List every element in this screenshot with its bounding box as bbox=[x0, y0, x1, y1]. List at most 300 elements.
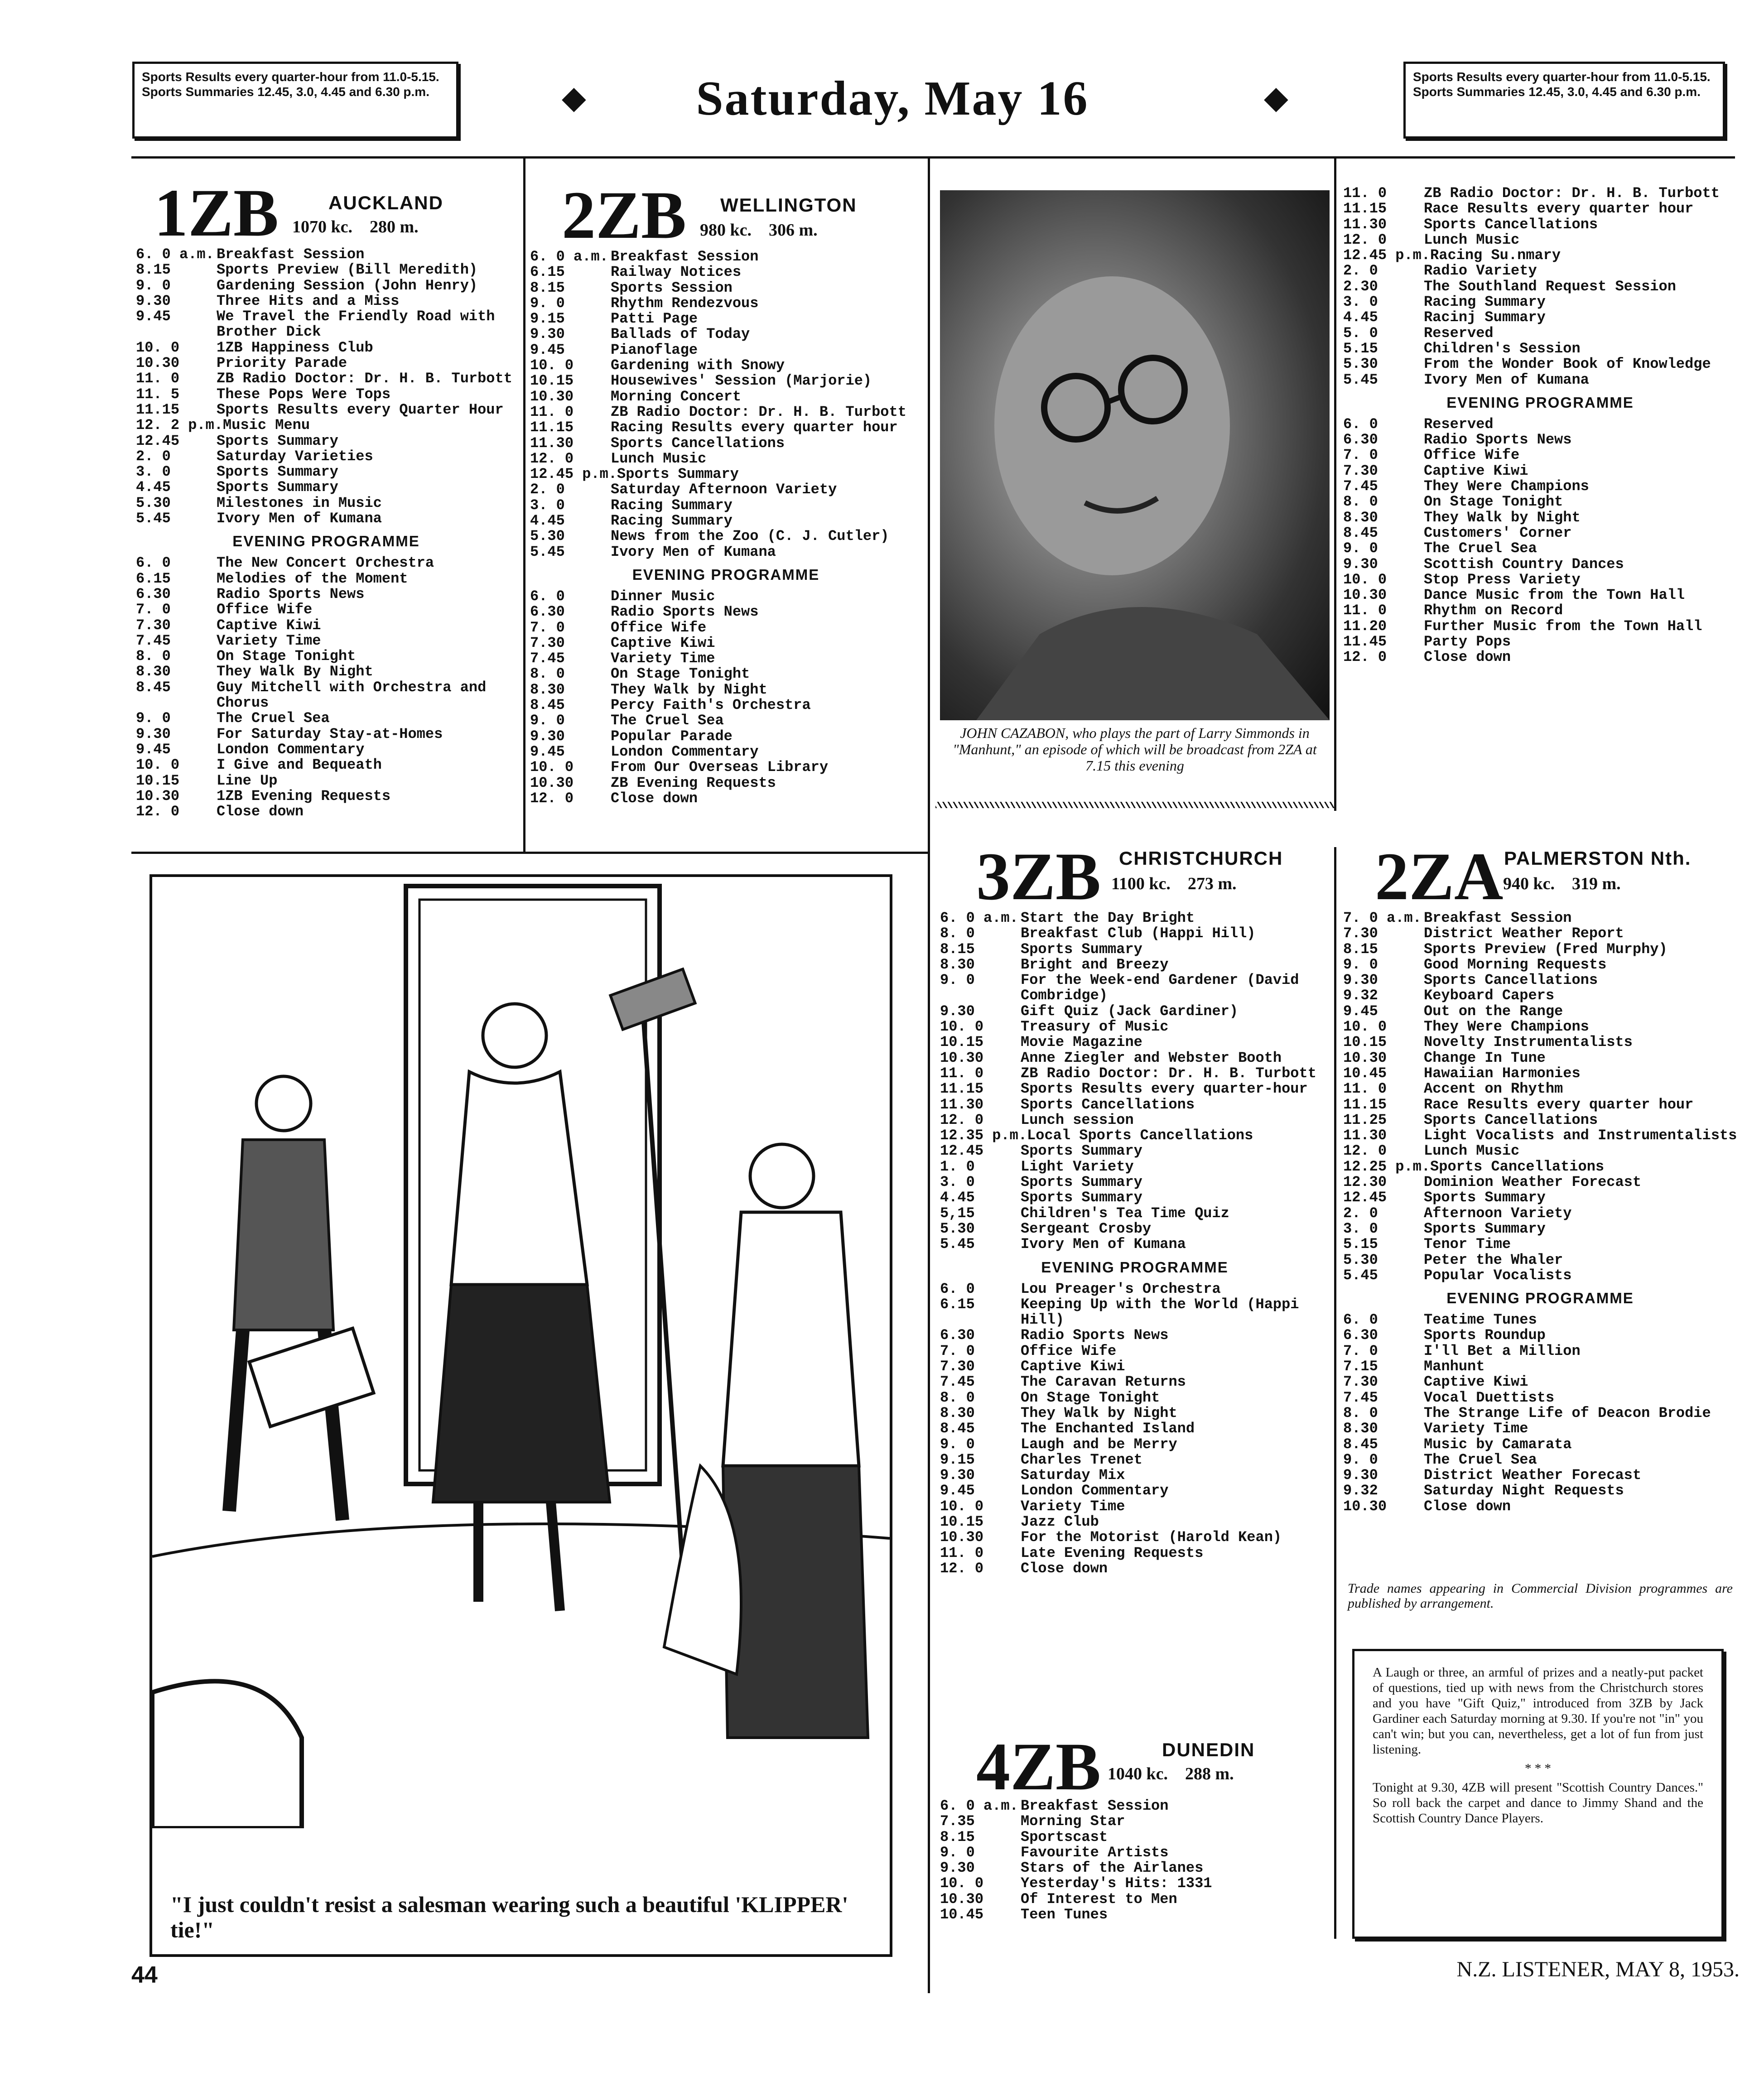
schedule-time: 3. 0 bbox=[1343, 294, 1378, 311]
schedule-row bbox=[940, 1206, 1330, 1221]
schedule-time: 12. 0 bbox=[940, 1560, 984, 1577]
callsign: 2ZB bbox=[562, 178, 687, 253]
schedule-row bbox=[940, 1468, 1330, 1483]
schedule-time: 1. 0 bbox=[940, 1158, 975, 1175]
schedule-row bbox=[1343, 1344, 1737, 1359]
schedule-programme: The Strange Life of Deacon Brodie bbox=[1424, 1404, 1711, 1421]
schedule-row bbox=[1343, 525, 1737, 541]
schedule-row bbox=[940, 1814, 1330, 1829]
schedule-row bbox=[530, 280, 922, 296]
schedule-row bbox=[940, 1907, 1330, 1922]
schedule-programme: The Cruel Sea bbox=[611, 712, 724, 729]
schedule-time: 8. 0 bbox=[940, 1389, 975, 1406]
schedule-row bbox=[1343, 1390, 1737, 1406]
schedule-row bbox=[1343, 588, 1737, 603]
schedule-programme: Sports Summary bbox=[1021, 1142, 1142, 1160]
schedule-programme: Change In Tune bbox=[1424, 1049, 1546, 1066]
schedule-programme: Children's Session bbox=[1424, 340, 1581, 357]
header-rule bbox=[131, 156, 1735, 159]
schedule-row bbox=[940, 1190, 1330, 1205]
schedule-row bbox=[1343, 479, 1737, 494]
schedule-programme: Variety Time bbox=[611, 650, 715, 667]
schedule-programme: Reserved bbox=[1424, 324, 1494, 342]
station-frequency: 1070 kc. 280 m. bbox=[292, 217, 419, 236]
schedule-programme: 1ZB Evening Requests bbox=[217, 787, 391, 805]
schedule-programme: They Were Champions bbox=[1424, 478, 1589, 495]
schedule-row bbox=[1343, 263, 1737, 279]
schedule-programme: I'll Bet a Million bbox=[1424, 1342, 1581, 1359]
schedule-row bbox=[136, 480, 516, 495]
schedule-time: 10.30 bbox=[1343, 1498, 1387, 1515]
schedule-programme: Saturday Night Requests bbox=[1424, 1482, 1624, 1499]
schedule-time: 7. 0 bbox=[136, 601, 171, 618]
schedule-time: 10.30 bbox=[940, 1890, 984, 1908]
schedule-programme: Lunch Music bbox=[611, 450, 707, 467]
schedule-programme: Afternoon Variety bbox=[1424, 1204, 1572, 1222]
schedule-programme: Office Wife bbox=[1424, 447, 1520, 464]
schedule-row bbox=[1343, 1128, 1737, 1143]
schedule-time: 9.45 bbox=[136, 308, 171, 325]
schedule-programme: Jazz Club bbox=[1021, 1513, 1099, 1530]
schedule-programme: For Saturday Stay-at-Homes bbox=[217, 725, 443, 742]
schedule-row bbox=[530, 698, 922, 713]
schedule-row bbox=[940, 1050, 1330, 1066]
schedule-row bbox=[136, 371, 516, 386]
sports-note-left bbox=[132, 62, 458, 139]
schedule-programme: Line Up bbox=[217, 772, 278, 789]
schedule-row bbox=[1343, 279, 1737, 294]
schedule-time: 12. 0 bbox=[1343, 1142, 1387, 1160]
schedule-row bbox=[1343, 186, 1737, 201]
schedule-row bbox=[1343, 1452, 1737, 1468]
schedule-row bbox=[136, 294, 516, 309]
schedule-row bbox=[530, 498, 922, 513]
schedule-row bbox=[136, 262, 516, 278]
schedule-time: 10. 0 bbox=[530, 759, 574, 776]
schedule-row bbox=[1343, 448, 1737, 463]
schedule-row bbox=[530, 760, 922, 775]
schedule-row bbox=[136, 356, 516, 371]
schedule-row bbox=[940, 1437, 1330, 1452]
schedule-time: 10.15 bbox=[1343, 1034, 1387, 1051]
schedule-time: 11.30 bbox=[1343, 216, 1387, 233]
schedule-time: 10.30 bbox=[1343, 587, 1387, 604]
schedule-programme: Reserved bbox=[1424, 415, 1494, 433]
schedule-time: 11.15 bbox=[136, 401, 180, 418]
schedule-time: 10. 0 bbox=[136, 339, 180, 356]
schedule-time: 10. 0 bbox=[940, 1875, 984, 1892]
schedule-programme: Close down bbox=[1424, 1498, 1511, 1515]
schedule-row bbox=[1343, 557, 1737, 572]
schedule-row bbox=[136, 649, 516, 664]
schedule-row bbox=[1343, 603, 1737, 618]
schedule-programme: Sports Summary bbox=[1424, 1220, 1546, 1237]
schedule-programme: Close down bbox=[217, 803, 304, 820]
schedule-time: 6. 0 a.m. bbox=[940, 1797, 1018, 1814]
schedule-programme: They Walk by Night bbox=[1021, 1404, 1177, 1421]
schedule-time: 12. 0 bbox=[530, 790, 574, 807]
schedule-time: 9. 0 bbox=[1343, 540, 1378, 557]
schedule-row bbox=[530, 620, 922, 636]
schedule-programme: Popular Vocalists bbox=[1424, 1267, 1572, 1284]
schedule-row bbox=[1343, 1328, 1737, 1343]
schedule-row bbox=[940, 1019, 1330, 1035]
schedule-time: 7.35 bbox=[940, 1813, 975, 1830]
schedule-programme: Sports Summary bbox=[217, 479, 338, 496]
schedule-row bbox=[1343, 294, 1737, 310]
schedule-programme: Good Morning Requests bbox=[1424, 956, 1607, 973]
schedule-programme: Stars of the Airlanes bbox=[1021, 1860, 1204, 1877]
schedule-programme: Variety Time bbox=[1021, 1498, 1125, 1515]
schedule-row bbox=[940, 1128, 1330, 1143]
schedule-programme: On Stage Tonight bbox=[611, 665, 750, 683]
schedule-row bbox=[530, 373, 922, 389]
schedule-programme: I Give and Bequeath bbox=[217, 756, 382, 774]
portrait-face-icon bbox=[940, 190, 1330, 720]
schedule-programme: Tenor Time bbox=[1424, 1236, 1511, 1253]
diamond-right-icon: ◆ bbox=[1264, 80, 1288, 115]
schedule-programme: Out on the Range bbox=[1424, 1002, 1563, 1020]
schedule-time: 8. 0 bbox=[1343, 1404, 1378, 1421]
schedule-row bbox=[1343, 1237, 1737, 1252]
schedule-time: 5.45 bbox=[530, 543, 565, 560]
schedule-time: 7.45 bbox=[1343, 478, 1378, 495]
issue-line: N.Z. LISTENER, MAY 8, 1953. bbox=[1456, 1957, 1740, 1981]
schedule-row bbox=[530, 713, 922, 728]
schedule-programme: Breakfast Session bbox=[217, 246, 365, 263]
schedule-row bbox=[136, 789, 516, 804]
schedule-programme: 1ZB Happiness Club bbox=[217, 339, 373, 356]
schedule-time: 9.15 bbox=[530, 310, 565, 328]
schedule-programme: Gift Quiz (Jack Gardiner) bbox=[1021, 1002, 1239, 1020]
schedule-programme: Vocal Duettists bbox=[1424, 1389, 1555, 1406]
schedule-time: 7.15 bbox=[1343, 1358, 1378, 1375]
schedule-time: 9.45 bbox=[530, 341, 565, 358]
schedule-time: 7. 0 bbox=[940, 1342, 975, 1359]
schedule-programme: Ivory Men of Kumana bbox=[611, 543, 776, 560]
schedule-time: 10.15 bbox=[940, 1513, 984, 1530]
schedule-row bbox=[1343, 1359, 1737, 1374]
schedule-time: 4.45 bbox=[940, 1189, 975, 1206]
schedule-programme: Saturday Mix bbox=[1021, 1467, 1125, 1484]
schedule-programme: On Stage Tonight bbox=[217, 648, 356, 665]
schedule-time: 10. 0 bbox=[1343, 571, 1387, 588]
schedule-row bbox=[530, 265, 922, 280]
station-frequency: 980 kc. 306 m. bbox=[700, 221, 818, 240]
schedule-row bbox=[136, 387, 516, 402]
schedule-row bbox=[940, 1297, 1330, 1328]
schedule-row bbox=[136, 602, 516, 617]
schedule-time: 6. 0 bbox=[1343, 415, 1378, 433]
schedule-programme: Light Vocalists and Instrumentalists bbox=[1424, 1127, 1737, 1144]
schedule-programme: Sports Preview (Fred Murphy) bbox=[1424, 940, 1668, 958]
schedule-time: 11.25 bbox=[1343, 1111, 1387, 1128]
promo-separator: * * * bbox=[1525, 1761, 1551, 1776]
evening-list bbox=[940, 1282, 1330, 1577]
schedule-time: 7.45 bbox=[136, 632, 171, 649]
cartoon-panel bbox=[149, 874, 892, 1957]
schedule-programme: Laugh and be Merry bbox=[1021, 1436, 1177, 1453]
schedule-programme: Racing Summary bbox=[1424, 294, 1546, 311]
schedule-row bbox=[940, 1221, 1330, 1237]
schedule-programme: Morning Concert bbox=[611, 388, 742, 405]
schedule-time: 11.20 bbox=[1343, 617, 1387, 635]
station-frequency: 940 kc. 319 m. bbox=[1503, 874, 1621, 893]
schedule-programme: Teatime Tunes bbox=[1424, 1311, 1537, 1329]
schedule-programme: Sports Session bbox=[611, 279, 733, 296]
schedule-row bbox=[940, 1175, 1330, 1190]
schedule-programme: Captive Kiwi bbox=[217, 617, 321, 634]
schedule-time: 4.45 bbox=[530, 512, 565, 530]
schedule-list bbox=[530, 249, 922, 560]
schedule-row bbox=[940, 1892, 1330, 1907]
schedule-programme: ZB Evening Requests bbox=[611, 774, 776, 791]
schedule-time: 8.30 bbox=[940, 1404, 975, 1421]
schedule-programme: On Stage Tonight bbox=[1424, 493, 1563, 511]
schedule-time: 3. 0 bbox=[1343, 1220, 1378, 1237]
schedule-row bbox=[940, 1159, 1330, 1175]
schedule-row bbox=[1343, 201, 1737, 217]
schedule-row bbox=[136, 742, 516, 757]
schedule-programme: Sports Summary bbox=[217, 463, 338, 481]
station-frequency: 1100 kc. 273 m. bbox=[1111, 874, 1237, 893]
schedule-time: 11. 0 bbox=[940, 1065, 984, 1082]
schedule-row bbox=[940, 1876, 1330, 1891]
schedule-time: 5. 0 bbox=[1343, 324, 1378, 342]
schedule-programme: Close down bbox=[1424, 649, 1511, 666]
schedule-time: 8.30 bbox=[940, 956, 975, 973]
schedule-time: 9.45 bbox=[530, 743, 565, 760]
schedule-row bbox=[1343, 1437, 1737, 1452]
schedule-time: 9. 0 bbox=[940, 1844, 975, 1861]
schedule-programme: Rhythm Rendezvous bbox=[611, 294, 759, 312]
schedule-programme: Gardening with Snowy bbox=[611, 357, 785, 374]
schedule-time: 5.15 bbox=[1343, 340, 1378, 357]
schedule-programme: Ballads of Today bbox=[611, 326, 750, 343]
schedule-row bbox=[940, 1097, 1330, 1113]
schedule-time: 7. 0 bbox=[1343, 447, 1378, 464]
schedule-programme: Of Interest to Men bbox=[1021, 1890, 1177, 1908]
schedule-row bbox=[136, 633, 516, 649]
schedule-programme: Breakfast Club (Happi Hill) bbox=[1021, 925, 1256, 942]
schedule-programme: Saturday Varieties bbox=[217, 448, 373, 465]
schedule-row bbox=[940, 1406, 1330, 1421]
schedule-time: 11. 0 bbox=[1343, 1080, 1387, 1098]
schedule-time: 12.45 bbox=[940, 1142, 984, 1160]
schedule-row bbox=[136, 587, 516, 602]
schedule-programme: For the Week-end Gardener (David Combridge) bbox=[1021, 972, 1299, 1004]
schedule-programme: Race Results every quarter hour bbox=[1424, 1096, 1694, 1113]
schedule-row bbox=[940, 1035, 1330, 1050]
schedule-time: 12.45 bbox=[136, 432, 180, 449]
schedule-programme: Racing Su.nmary bbox=[1430, 247, 1561, 264]
schedule-programme: Sports Summary bbox=[1021, 1174, 1142, 1191]
schedule-row bbox=[1343, 988, 1737, 1003]
schedule-row bbox=[530, 729, 922, 744]
schedule-programme: Lunch session bbox=[1021, 1111, 1134, 1128]
schedule-time: 7.30 bbox=[1343, 1373, 1378, 1391]
schedule-time: 12.35 p.m. bbox=[940, 1127, 1027, 1144]
schedule-row bbox=[1343, 973, 1737, 988]
schedule-row bbox=[940, 1845, 1330, 1860]
evening-list bbox=[1343, 1312, 1737, 1514]
schedule-row bbox=[1343, 1312, 1737, 1328]
schedule-row bbox=[530, 436, 922, 451]
schedule-time: 12. 0 bbox=[136, 803, 180, 820]
schedule-time: 10.30 bbox=[136, 787, 180, 805]
schedule-row bbox=[940, 1344, 1330, 1359]
schedule-time: 5.30 bbox=[530, 528, 565, 545]
schedule-time: 6. 0 bbox=[530, 588, 565, 605]
schedule-time: 8.15 bbox=[940, 1828, 975, 1845]
schedule-time: 9. 0 bbox=[530, 712, 565, 729]
schedule-programme: The Cruel Sea bbox=[1424, 1451, 1537, 1468]
schedule-programme: They Walk By Night bbox=[217, 663, 373, 680]
schedule-row bbox=[1343, 1035, 1737, 1050]
schedule-programme: Sports Summary bbox=[617, 466, 739, 483]
schedule-time: 8.15 bbox=[136, 261, 171, 279]
schedule-time: 6.30 bbox=[530, 603, 565, 621]
schedule-row bbox=[136, 555, 516, 571]
station-4zb-continued bbox=[1343, 186, 1737, 665]
schedule-time: 12.45 p.m. bbox=[1343, 247, 1431, 264]
schedule-row bbox=[1343, 417, 1737, 432]
schedule-time: 11.15 bbox=[940, 1080, 984, 1098]
schedule-time: 10. 0 bbox=[940, 1018, 984, 1036]
callsign: 1ZB bbox=[154, 175, 279, 251]
schedule-time: 6. 0 a.m. bbox=[530, 248, 608, 265]
schedule-row bbox=[1343, 372, 1737, 388]
schedule-row bbox=[136, 664, 516, 679]
schedule-time: 12.45 p.m. bbox=[530, 466, 617, 483]
schedule-programme: Sports Results every Quarter Hour bbox=[217, 401, 504, 418]
schedule-time: 11. 5 bbox=[136, 385, 180, 403]
promo-scottish-dances: Tonight at 9.30, 4ZB will present "Scottish Country Dances." So roll back the carpet and dance to Jimmy Shand and the Scottish Country Dance Players. bbox=[1373, 1780, 1703, 1826]
schedule-row bbox=[136, 309, 516, 340]
schedule-programme: Radio Sports News bbox=[1021, 1327, 1169, 1344]
schedule-programme: The Enchanted Island bbox=[1021, 1420, 1195, 1437]
schedule-programme: Lunch Music bbox=[1424, 1142, 1520, 1160]
schedule-time: 12.25 p.m. bbox=[1343, 1158, 1431, 1175]
schedule-programme: Sports Summary bbox=[217, 432, 338, 449]
schedule-row bbox=[136, 418, 516, 433]
schedule-row bbox=[940, 973, 1330, 1004]
schedule-time: 9.30 bbox=[940, 1860, 975, 1877]
schedule-programme: Sports Cancellations bbox=[1424, 1111, 1598, 1128]
schedule-programme: Sports Cancellations bbox=[1424, 216, 1598, 233]
schedule-programme: These Pops Were Tops bbox=[217, 385, 391, 403]
schedule-programme: Ivory Men of Kumana bbox=[217, 510, 382, 527]
schedule-time: 9.15 bbox=[940, 1451, 975, 1468]
schedule-programme: Dance Music from the Town Hall bbox=[1424, 587, 1685, 604]
schedule-time: 8. 0 bbox=[136, 648, 171, 665]
schedule-row bbox=[1343, 1190, 1737, 1205]
schedule-time: 7. 0 bbox=[530, 619, 565, 636]
schedule-time: 9.45 bbox=[940, 1482, 975, 1499]
schedule-row bbox=[1343, 326, 1737, 341]
schedule-time: 9.30 bbox=[1343, 1467, 1378, 1484]
evening-heading: EVENING PROGRAMME bbox=[1041, 1258, 1229, 1276]
schedule-time: 5.45 bbox=[1343, 371, 1378, 388]
schedule-row bbox=[1343, 341, 1737, 357]
schedule-programme: They Walk by Night bbox=[611, 681, 767, 698]
schedule-time: 2. 0 bbox=[136, 448, 171, 465]
evening-heading: EVENING PROGRAMME bbox=[1446, 394, 1634, 411]
schedule-row bbox=[1343, 432, 1737, 448]
schedule-row bbox=[530, 529, 922, 544]
schedule-programme: Accent on Rhythm bbox=[1424, 1080, 1563, 1098]
schedule-time: 10. 0 bbox=[530, 357, 574, 374]
schedule-time: 8.45 bbox=[136, 679, 171, 696]
schedule-programme: They Walk by Night bbox=[1424, 509, 1581, 526]
schedule-row bbox=[1343, 310, 1737, 325]
callsign: 4ZB bbox=[976, 1729, 1101, 1804]
schedule-time: 6.30 bbox=[940, 1327, 975, 1344]
schedule-row bbox=[530, 405, 922, 420]
schedule-programme: Office Wife bbox=[1021, 1342, 1117, 1359]
schedule-row bbox=[136, 464, 516, 480]
schedule-programme: Percy Faith's Orchestra bbox=[611, 697, 811, 714]
schedule-time: 5,15 bbox=[940, 1204, 975, 1222]
station-4zb bbox=[940, 1730, 1330, 1922]
schedule-time: 12.30 bbox=[1343, 1174, 1387, 1191]
schedule-time: 4.45 bbox=[1343, 309, 1378, 326]
schedule-time: 9.30 bbox=[1343, 972, 1378, 989]
schedule-row bbox=[530, 358, 922, 373]
schedule-programme: District Weather Report bbox=[1424, 925, 1624, 942]
schedule-row bbox=[1343, 232, 1737, 248]
schedule-programme: Light Variety bbox=[1021, 1158, 1134, 1175]
column-divider-3 bbox=[1334, 159, 1336, 811]
schedule-time: 10. 0 bbox=[940, 1498, 984, 1515]
schedule-row bbox=[1343, 1421, 1737, 1436]
page-number: 44 bbox=[131, 1962, 158, 1988]
schedule-row bbox=[1343, 957, 1737, 973]
schedule-row bbox=[940, 926, 1330, 941]
schedule-time: 11.30 bbox=[530, 434, 574, 452]
schedule-row bbox=[136, 757, 516, 773]
schedule-time: 9. 0 bbox=[530, 294, 565, 312]
schedule-time: 9. 0 bbox=[940, 1436, 975, 1453]
schedule-row bbox=[530, 636, 922, 651]
schedule-time: 10.30 bbox=[940, 1049, 984, 1066]
schedule-time: 10.30 bbox=[1343, 1049, 1387, 1066]
schedule-time: 10.45 bbox=[940, 1906, 984, 1923]
schedule-row bbox=[136, 727, 516, 742]
schedule-row bbox=[530, 682, 922, 698]
schedule-time: 8. 0 bbox=[1343, 493, 1378, 511]
schedule-row bbox=[530, 389, 922, 405]
schedule-programme: Lunch Music bbox=[1424, 231, 1520, 248]
schedule-row bbox=[136, 711, 516, 726]
schedule-programme: Ivory Men of Kumana bbox=[1424, 371, 1589, 388]
schedule-programme: Yesterday's Hits: 1331 bbox=[1021, 1875, 1212, 1892]
schedule-row bbox=[136, 434, 516, 449]
schedule-time: 12. 0 bbox=[530, 450, 574, 467]
sports-note-text: Sports Results every quarter-hour from 11.0-5.15. Sports Summaries 12.45, 3.0, 4.45 and 6.30 p.m. bbox=[142, 70, 439, 99]
schedule-time: 8.30 bbox=[136, 663, 171, 680]
schedule-time: 6.30 bbox=[1343, 431, 1378, 448]
schedule-time: 11. 0 bbox=[940, 1544, 984, 1561]
schedule-time: 9.45 bbox=[136, 741, 171, 758]
evening-heading: EVENING PROGRAMME bbox=[1446, 1290, 1634, 1307]
promo-gift-quiz: A Laugh or three, an armful of prizes and a neatly-put packet of questions, tied up with news from the Christchurch stores and you have "Gift Quiz," introduced from 3ZB by Jack Gardiner each Saturday morning at 9.30. If you're not "in" you can't win; but you can, nevertheless, get a lot of fun from just listening. bbox=[1373, 1665, 1703, 1757]
schedule-row bbox=[1343, 494, 1737, 510]
schedule-time: 9.32 bbox=[1343, 1482, 1378, 1499]
schedule-row bbox=[1343, 1097, 1737, 1113]
schedule-time: 10.15 bbox=[136, 772, 180, 789]
schedule-programme: Popular Parade bbox=[611, 728, 733, 745]
